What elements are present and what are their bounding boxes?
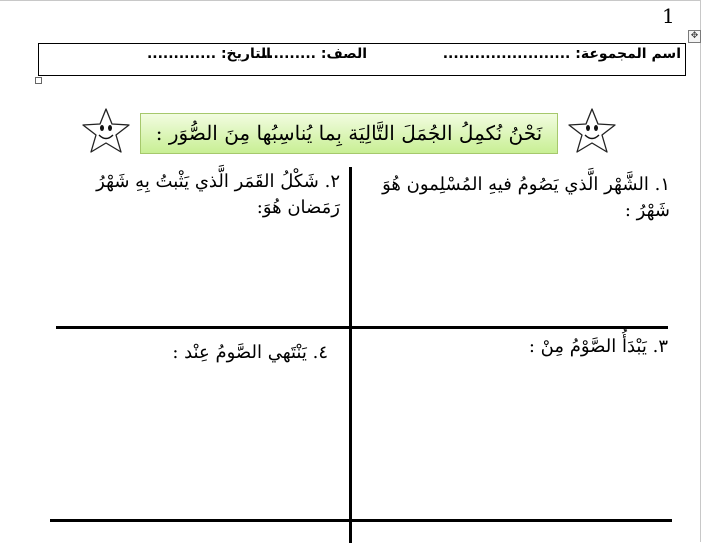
smiling-star-icon	[80, 106, 132, 156]
question-text: الشَّهْر الَّذي يَصُومُ فيهِ المُسْلِمون هُوَ شَهْرُ :	[382, 174, 670, 221]
question-number: ١	[660, 174, 670, 195]
table-move-handle-icon[interactable]: ✥	[688, 30, 701, 43]
class-label: الصف:	[320, 46, 367, 62]
question-text: شَكْلُ القَمَر الَّذي يَثْبتُ بِهِ شَهْرُ رَمَضان هُوَ:	[96, 171, 340, 218]
date-dots: .............	[146, 46, 217, 62]
page-number: 1	[662, 4, 675, 28]
question-number: ٢	[330, 171, 340, 192]
question-text: يَبْدَأُ الصَّوْمُ مِنْ :	[528, 336, 647, 357]
group-name-label: اسم المجموعة:	[575, 46, 681, 62]
class-field[interactable]	[263, 46, 367, 62]
class-dots: ..........	[262, 46, 316, 62]
question-2: ٢. شَكْلُ القَمَر الَّذي يَثْبتُ بِهِ شَهْرُ رَمَضان هُوَ:	[96, 171, 340, 218]
horizontal-divider	[50, 519, 672, 522]
vertical-divider	[349, 167, 352, 543]
instruction-banner: نَحْنُ نُكمِلُ الجُمَلَ التَّالِيَة بِما يُناسِبُها مِنَ الصُّوَر :	[140, 113, 558, 154]
resize-handle[interactable]	[35, 77, 42, 84]
question-number: ٣	[658, 336, 668, 357]
group-name-dots: ........................	[442, 46, 571, 62]
question-number: ٤	[318, 342, 328, 363]
date-field[interactable]	[147, 46, 271, 62]
question-1: ١. الشَّهْر الَّذي يَصُومُ فيهِ المُسْلِمون هُوَ شَهْرُ :	[382, 174, 670, 221]
question-4: ٤. يَنْتَهي الصَّومُ عِنْد :	[172, 342, 328, 363]
horizontal-divider	[56, 326, 668, 329]
group-name-field[interactable]	[443, 46, 681, 62]
question-text: يَنْتَهي الصَّومُ عِنْد :	[172, 342, 307, 363]
question-3: ٣. يَبْدَأُ الصَّوْمُ مِنْ :	[528, 336, 668, 357]
date-label: التاريخ:	[220, 46, 271, 62]
smiling-star-icon	[566, 106, 618, 156]
student-info-box	[38, 43, 686, 76]
